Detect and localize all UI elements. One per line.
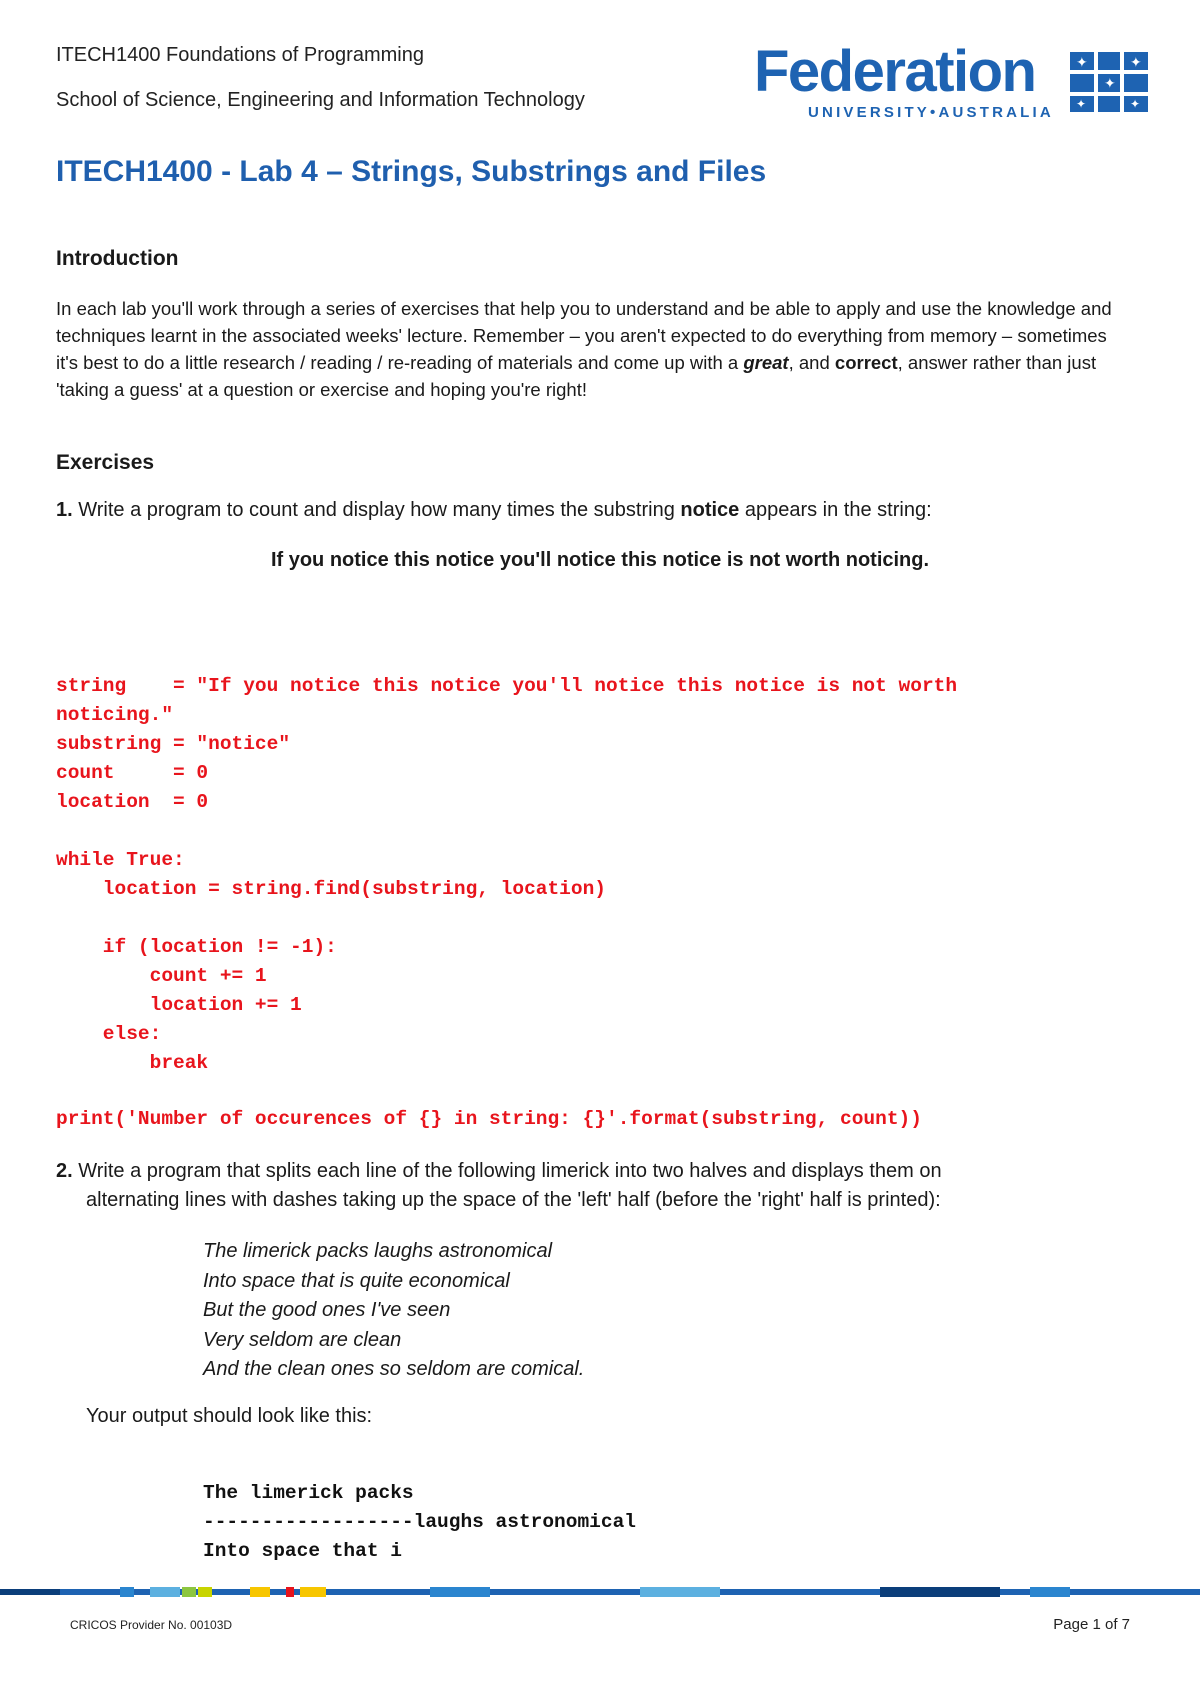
intro-text-a: In each lab you'll work through a series of exercises that help you to understand and be able to apply and use the knowledge and techniques learnt in the associated weeks' lecture. Remember – you aren't expected to do everything from memory – sometimes it's best to do a little research / reading / re-reading of materials and come up with a [56, 298, 1112, 373]
exercise-2-number: 2. [56, 1160, 73, 1182]
code-line: location = string.find(substring, location) [56, 878, 606, 900]
flag-stars-icon [1070, 50, 1150, 114]
exercise-2 [56, 1160, 942, 1183]
page-title: ITECH1400 - Lab 4 – Strings, Substrings and Files [56, 155, 767, 188]
svg-text:✦: ✦ [1076, 55, 1088, 71]
cricos-provider: CRICOS Provider No. 00103D [70, 1618, 233, 1632]
exercise-1-keyword: notice [680, 499, 740, 521]
footer-color-bar [0, 1587, 1200, 1599]
code-line [56, 904, 957, 933]
federation-logo [754, 39, 1150, 124]
poem-line: And the clean ones so seldom are comical. [203, 1358, 585, 1380]
code-line: string = "If you notice this notice you'll notice this notice is not worth [56, 675, 958, 697]
exercise-1-sentence: If you notice this notice you'll notice this notice is not worth noticing. [270, 549, 930, 571]
poem-line: Into space that is quite economical [203, 1269, 510, 1292]
code-line: count += 1 [56, 965, 267, 987]
exercise-1-code [56, 643, 957, 1163]
intro-great: great [743, 352, 789, 373]
output-line: Into space that i [203, 1540, 402, 1562]
intro-paragraph [56, 295, 1126, 403]
exercise-1-text-a: Write a program to count and display how many times the substring [72, 499, 681, 521]
intro-text-b: , and [788, 352, 835, 373]
intro-heading: Introduction [56, 247, 179, 270]
svg-text:✦: ✦ [1076, 97, 1087, 111]
code-line: substring = "notice" [56, 733, 291, 755]
code-line: location += 1 [56, 994, 302, 1016]
expected-output [203, 1450, 636, 1595]
poem-line: The limerick packs laughs astronomical [203, 1240, 553, 1262]
logo-wordmark: Federation [754, 39, 1036, 104]
svg-text:✦: ✦ [1104, 76, 1116, 92]
logo-subtitle: UNIVERSITY•AUSTRALIA [808, 104, 1054, 121]
output-label: Your output should look like this: [86, 1405, 373, 1427]
school-name: School of Science, Engineering and Information Technology [56, 89, 585, 111]
code-line [56, 817, 957, 846]
exercise-1-number: 1. [56, 499, 73, 521]
code-line: while True: [56, 849, 185, 871]
code-line [56, 1078, 957, 1105]
intro-text-c: , answer rather than just 'taking a guess' at a question or exercise and hoping you're right! [56, 352, 1097, 400]
code-line: break [56, 1052, 209, 1074]
poem-line: Very seldom are clean [203, 1328, 402, 1351]
exercise-1-text-b: appears in the string: [739, 499, 932, 521]
exercises-heading: Exercises [56, 451, 155, 474]
course-name: ITECH1400 Foundations of Programming [56, 44, 424, 66]
exercise-1 [56, 499, 932, 522]
exercise-2-text-line1: Write a program that splits each line of the following limerick into two halves and displays them on [72, 1160, 942, 1182]
output-line: The limerick packs [203, 1482, 414, 1504]
code-line: else: [56, 1023, 162, 1045]
intro-correct: correct [834, 352, 898, 373]
svg-text:✦: ✦ [1130, 97, 1141, 111]
code-line: count = 0 [56, 762, 209, 784]
output-line: ------------------laughs astronomical [203, 1511, 636, 1533]
svg-text:✦: ✦ [1130, 55, 1142, 71]
exercise-2-text-line2: alternating lines with dashes taking up the space of the 'left' half (before the 'right' half is printed): [86, 1189, 941, 1211]
code-line: noticing." [56, 704, 174, 726]
code-line: location = 0 [56, 791, 209, 813]
poem-line: But the good ones I've seen [203, 1299, 451, 1321]
limerick [203, 1237, 584, 1385]
code-line: print('Number of occurences of {} in string: {}'.format(substring, count)) [56, 1108, 922, 1130]
page-number: Page 1 of 7 [1053, 1616, 1130, 1633]
code-line: if (location != -1): [56, 936, 337, 958]
